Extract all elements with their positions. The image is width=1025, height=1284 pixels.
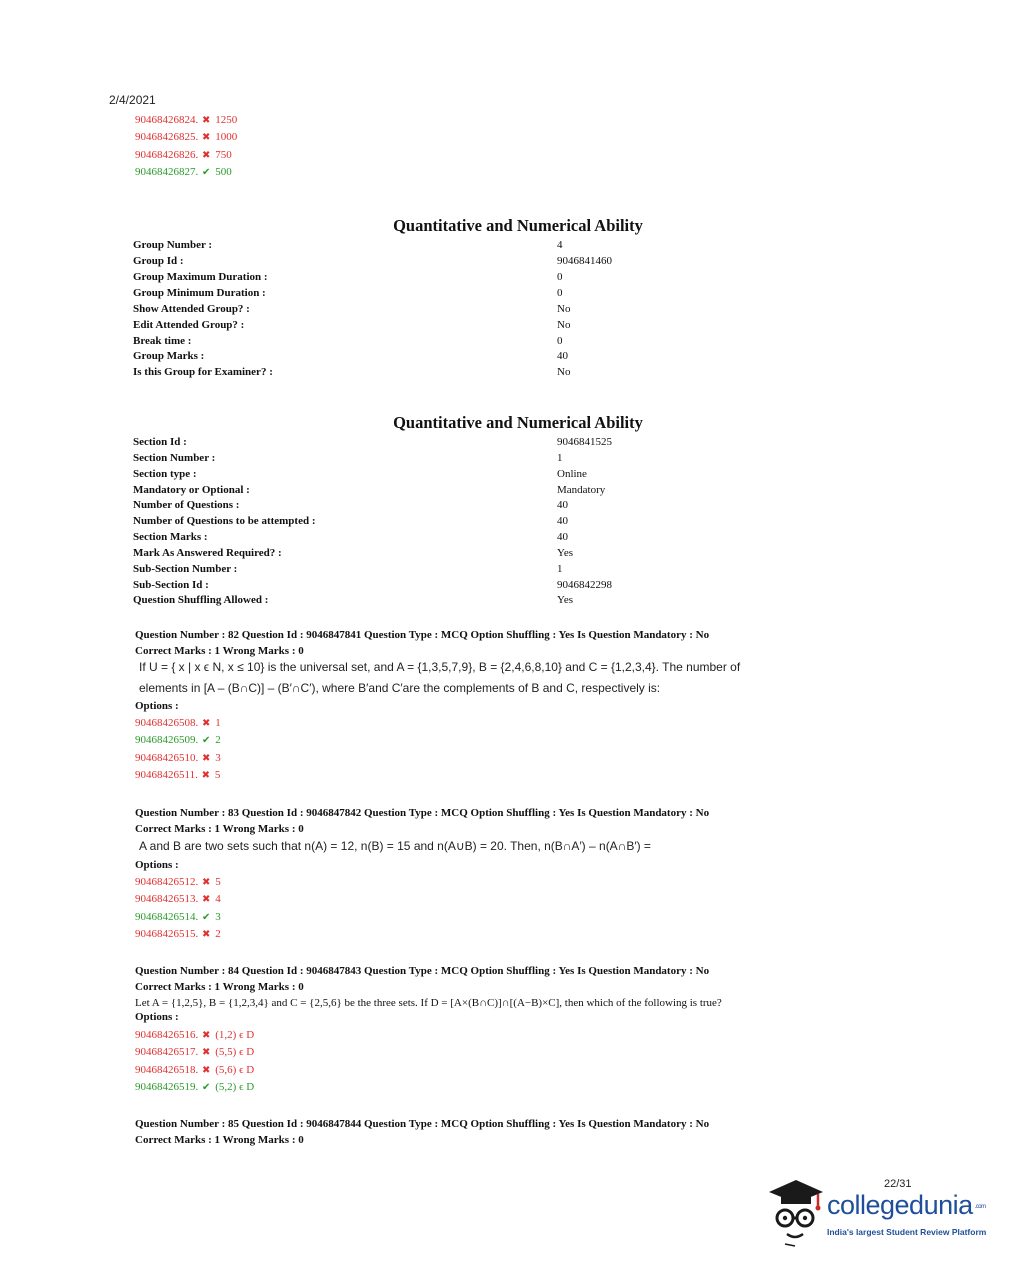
cross-icon: ✖ (202, 877, 211, 888)
options-label: Options : (135, 700, 179, 712)
options-label: Options : (135, 1011, 179, 1023)
question-header: Question Number : 85 Question Id : 9046847844 Question Type : MCQ Option Shuffling : Yes Is Question Mandatory : No (135, 1118, 710, 1130)
cross-icon: ✖ (202, 894, 211, 906)
mascot-icon (765, 1176, 827, 1248)
question-marks: Correct Marks : 1 Wrong Marks : 0 (135, 823, 304, 835)
cross-icon: ✖ (202, 1030, 211, 1041)
cross-icon: ✖ (202, 1064, 211, 1076)
option-row: 90468426825. ✖ 1000 (135, 129, 237, 146)
options-list (135, 715, 221, 784)
option-row: 90468426827. ✔ 500 (135, 164, 237, 181)
option-row: 90468426513. ✖ 4 (135, 891, 221, 908)
cross-icon: ✖ (202, 752, 211, 764)
cross-icon: ✖ (202, 718, 211, 729)
collegedunia-logo (765, 1176, 995, 1248)
question-text: If U = { x | x ϵ N, x ≤ 10} is the universal set, and A = {1,3,5,7,9}, B = {2,4,6,8,10} and C = {1,2,3,4}. The number of (139, 660, 741, 674)
question-header: Question Number : 83 Question Id : 9046847842 Question Type : MCQ Option Shuffling : Yes Is Question Mandatory : No (135, 807, 710, 819)
brand-domain: .com (974, 1203, 986, 1210)
group-heading: Quantitative and Numerical Ability (393, 216, 643, 235)
option-row: 90468426514. ✔ 3 (135, 909, 221, 926)
check-icon: ✔ (202, 735, 211, 747)
option-row: 90468426510. ✖ 3 (135, 750, 221, 767)
question-marks: Correct Marks : 1 Wrong Marks : 0 (135, 645, 304, 657)
option-row: 90468426519. ✔ (5,2) ϵ D (135, 1079, 254, 1096)
cross-icon: ✖ (202, 115, 211, 126)
question-text: A and B are two sets such that n(A) = 12, n(B) = 15 and n(A∪B) = 20. Then, n(B∩A′) – n(A∩B′) = (139, 839, 651, 853)
cross-icon: ✖ (202, 928, 211, 940)
check-icon: ✔ (202, 1081, 211, 1093)
cross-icon: ✖ (201, 769, 211, 781)
option-row: 90468426508. ✖ 1 (135, 715, 221, 732)
brand-name: collegedunia .com (827, 1190, 986, 1220)
option-row: 90468426517. ✖ (5,5) ϵ D (135, 1044, 254, 1061)
options-list (135, 874, 221, 943)
brand-tagline: India's largest Student Review Platform (827, 1227, 987, 1237)
previous-options (135, 112, 237, 181)
option-row: 90468426512. ✖ 5 (135, 874, 221, 891)
options-label: Options : (135, 859, 179, 871)
question-text: elements in [A – (B∩C)] – (B′∩C′), where B′and C′are the complements of B and C, respectively is: (139, 681, 661, 695)
cross-icon: ✖ (202, 149, 211, 161)
print-date: 2/4/2021 (109, 93, 156, 107)
check-icon: ✔ (202, 166, 211, 178)
option-row: 90468426824. ✖ 1250 (135, 112, 237, 129)
option-row: 90468426509. ✔ 2 (135, 732, 221, 749)
question-marks: Correct Marks : 1 Wrong Marks : 0 (135, 1134, 304, 1146)
question-marks: Correct Marks : 1 Wrong Marks : 0 (135, 981, 304, 993)
option-row: 90468426826. ✖ 750 (135, 147, 237, 164)
options-list (135, 1027, 254, 1096)
question-header: Question Number : 84 Question Id : 9046847843 Question Type : MCQ Option Shuffling : Yes Is Question Mandatory : No (135, 965, 710, 977)
option-row: 90468426518. ✖ (5,6) ϵ D (135, 1062, 254, 1079)
option-row: 90468426516. ✖ (1,2) ϵ D (135, 1027, 254, 1044)
question-text: Let A = {1,2,5}, B = {1,2,3,4} and C = {2,5,6} be the three sets. If D = [A×(B∩C)]∩[(A−B)×C], then which of the following is true? (135, 997, 722, 1009)
cross-icon: ✖ (202, 1047, 211, 1059)
option-row: 90468426511. ✖ 5 (135, 767, 221, 784)
cross-icon: ✖ (202, 132, 211, 144)
check-icon: ✔ (202, 911, 211, 923)
section-heading: Quantitative and Numerical Ability (393, 413, 643, 432)
question-header: Question Number : 82 Question Id : 9046847841 Question Type : MCQ Option Shuffling : Yes Is Question Mandatory : No (135, 629, 710, 641)
option-row: 90468426515. ✖ 2 (135, 926, 221, 943)
page-number: 22/31 (884, 1178, 912, 1190)
